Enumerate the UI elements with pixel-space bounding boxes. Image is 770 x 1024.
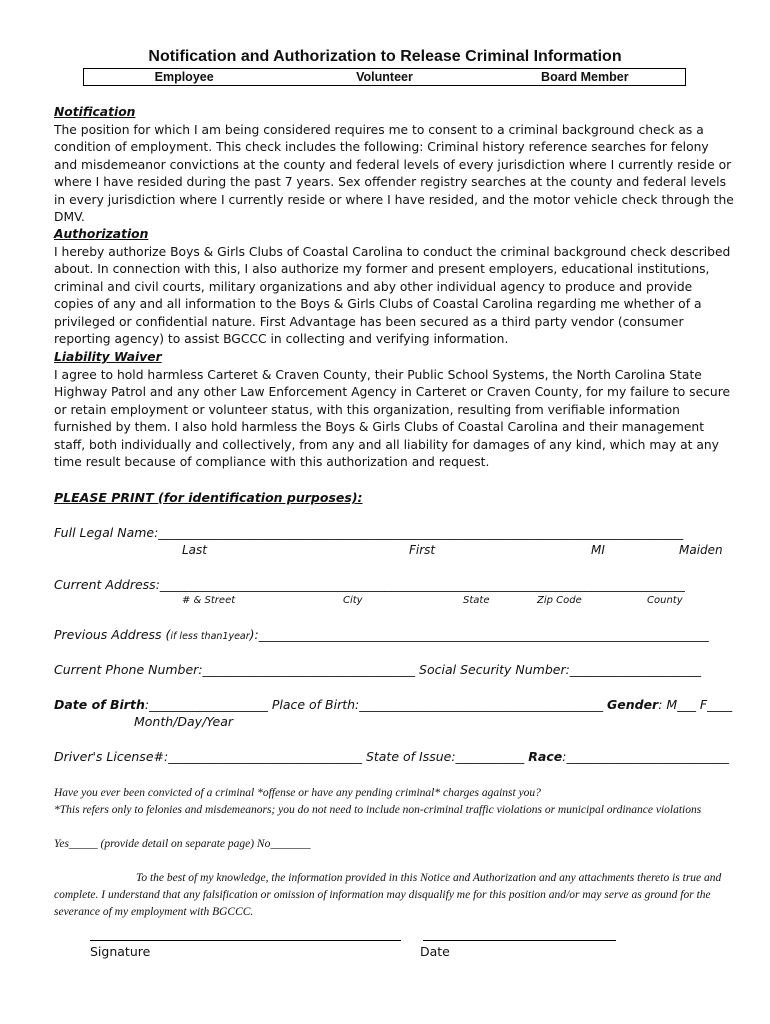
name-mi-label: MI	[591, 543, 605, 557]
race-field[interactable]: :__________________________	[562, 749, 729, 764]
addr-county-label: County	[647, 595, 683, 606]
role-selector-table	[83, 68, 686, 86]
gender-field[interactable]: : M___ F____	[658, 697, 733, 712]
notification-heading: Notification	[54, 105, 136, 119]
attestation-text: To the best of my knowledge, the information provided in this Notice and Authorization and any attachments thereto is true and complete. I understand that any falsification or omission of information may disqualify me for this position and/or may serve as ground for the severance of my employment with BGCCC.	[54, 872, 722, 918]
dob-field[interactable]: :___________________	[144, 697, 268, 712]
dob-label: Date of Birth	[54, 697, 145, 712]
role-volunteer[interactable]: Volunteer	[356, 70, 413, 84]
current-address-field[interactable]: Current Address:____________________________________________________________________________________	[54, 577, 685, 592]
license-field[interactable]: Driver's License#:_______________________________	[54, 749, 362, 764]
name-first-label: First	[409, 543, 436, 557]
form-title: Notification and Authorization to Release Criminal Information	[148, 48, 622, 65]
previous-address-label: Previous Address (	[54, 627, 171, 642]
state-issue-field[interactable]: State of Issue:___________	[365, 749, 525, 764]
conviction-answer[interactable]: Yes_____ (provide detail on separate page) No_______	[54, 838, 311, 850]
notification-section	[54, 104, 734, 227]
signature-label: Signature	[90, 944, 151, 959]
addr-zip-label: Zip Code	[537, 595, 582, 606]
role-employee[interactable]: Employee	[154, 70, 214, 84]
phone-field[interactable]: Current Phone Number:__________________________________	[54, 662, 416, 677]
previous-address-field[interactable]	[54, 627, 709, 642]
phone-ssn-row	[54, 662, 701, 677]
conviction-note: *This refers only to felonies and misdemeanors; you do not need to include non-criminal traffic violations or municipal ordinance violations	[54, 804, 702, 816]
role-board-member[interactable]: Board Member	[541, 70, 629, 84]
signature-line[interactable]	[90, 940, 401, 941]
authorization-text: I hereby authorize Boys & Girls Clubs of Coastal Carolina to conduct the criminal background check described about. In connection with this, I also authorize my former and present employers, educational institutions, criminal and civil courts, military organizations and aby other individual agency to produce and provide copies of any and all information to the Boys & Girls Clubs of Coastal Carolina regarding me whether of a privileged or confidential nature. First Advantage has been secured as a third party vendor (consumer reporting agency) to assist BGCCC in collecting and verifying information.	[54, 244, 731, 346]
liability-section	[54, 349, 734, 472]
license-row	[54, 749, 729, 764]
gender-label: Gender	[607, 697, 659, 712]
previous-address-line: ):________________________________________________________________________	[249, 627, 709, 642]
name-last-label: Last	[182, 543, 207, 557]
race-label: Race	[528, 749, 563, 764]
addr-city-label: City	[343, 595, 363, 606]
full-name-field[interactable]: Full Legal Name:____________________________________________________________________________________	[54, 525, 684, 540]
liability-heading: Liability Waiver	[54, 350, 162, 364]
dob-row	[54, 697, 732, 712]
print-heading: PLEASE PRINT (for identification purposes):	[54, 490, 363, 505]
date-line[interactable]	[423, 940, 616, 941]
authorization-heading: Authorization	[54, 227, 149, 241]
authorization-section	[54, 226, 734, 349]
date-label: Date	[420, 944, 450, 959]
addr-street-label: # & Street	[182, 595, 236, 606]
conviction-question: Have you ever been convicted of a criminal *offense or have any pending criminal* charges against you?	[54, 787, 541, 799]
dob-format-hint: Month/Day/Year	[134, 714, 234, 729]
notification-text: The position for which I am being considered requires me to consent to a criminal background check as a condition of employment. This check includes the following: Criminal history reference searches for felony and misdemeanor convictions at the county and federal levels of every jurisdiction where I currently reside or where I have resided during the past 7 years. Sex offender registry searches at the county and federal levels in every jurisdiction where I currently reside or where I have resided, and the motor vehicle check through the DMV.	[54, 122, 734, 224]
addr-state-label: State	[463, 595, 490, 606]
previous-address-note: if less than1year	[170, 631, 250, 642]
ssn-field[interactable]: Social Security Number:_____________________	[419, 662, 702, 677]
name-maiden-label: Maiden	[679, 543, 723, 557]
liability-text: I agree to hold harmless Carteret & Craven County, their Public School Systems, the North Carolina State Highway Patrol and any other Law Enforcement Agency in Carteret or Craven County, for my failure to secure or retain employment or volunteer status, with this organization, resulting from verifiable information furnished by them. I also hold harmless the Boys & Girls Clubs of Coastal Carolina and their management staff, both individually and collectively, from any and all liability for damages of any kind, which may at any time result because of compliance with this authorization and request.	[54, 367, 731, 469]
pob-field[interactable]: Place of Birth:_______________________________________	[271, 697, 604, 712]
